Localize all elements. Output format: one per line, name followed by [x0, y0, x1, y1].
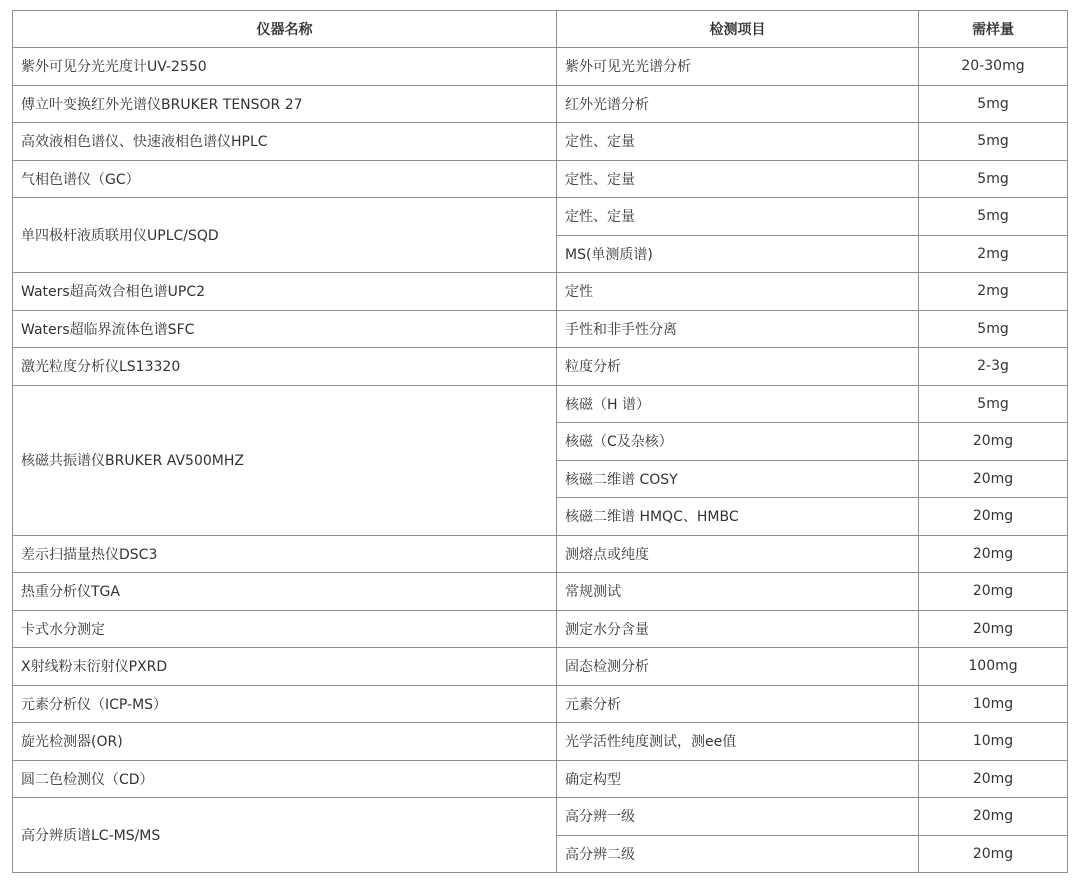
instrument-name-cell: 单四极杆液质联用仪UPLC/SQD [13, 198, 557, 273]
sample-amount-cell: 20mg [919, 760, 1068, 798]
test-item-cell: 核磁（H 谱） [557, 385, 919, 423]
table-row [13, 610, 1068, 648]
sample-amount-cell: 5mg [919, 160, 1068, 198]
sample-amount-cell: 2-3g [919, 348, 1068, 386]
table-body [13, 48, 1068, 873]
table-row [13, 573, 1068, 611]
instrument-name-cell: X射线粉末衍射仪PXRD [13, 648, 557, 686]
test-item-cell: 粒度分析 [557, 348, 919, 386]
header-test-item: 检测项目 [557, 11, 919, 48]
table-row [13, 310, 1068, 348]
test-item-cell: 高分辨二级 [557, 835, 919, 873]
test-item-cell: 红外光谱分析 [557, 85, 919, 123]
test-item-cell: 定性、定量 [557, 160, 919, 198]
table-row [13, 685, 1068, 723]
table-row [13, 385, 1068, 423]
sample-amount-cell: 5mg [919, 123, 1068, 161]
sample-amount-cell: 100mg [919, 648, 1068, 686]
sample-amount-cell: 5mg [919, 85, 1068, 123]
test-item-cell: 元素分析 [557, 685, 919, 723]
test-item-cell: 核磁（C及杂核） [557, 423, 919, 461]
instrument-name-cell: 气相色谱仪（GC） [13, 160, 557, 198]
sample-amount-cell: 20mg [919, 535, 1068, 573]
sample-amount-cell: 20mg [919, 498, 1068, 536]
test-item-cell: 常规测试 [557, 573, 919, 611]
sample-amount-cell: 5mg [919, 198, 1068, 236]
table-row [13, 160, 1068, 198]
sample-amount-cell: 10mg [919, 685, 1068, 723]
instrument-name-cell: 高分辨质谱LC-MS/MS [13, 798, 557, 873]
instrument-name-cell: Waters超临界流体色谱SFC [13, 310, 557, 348]
sample-amount-cell: 10mg [919, 723, 1068, 761]
test-item-cell: 定性、定量 [557, 198, 919, 236]
instrument-name-cell: 傅立叶变换红外光谱仪BRUKER TENSOR 27 [13, 85, 557, 123]
header-sample-amount: 需样量 [919, 11, 1068, 48]
instrument-name-cell: 元素分析仪（ICP-MS） [13, 685, 557, 723]
instrument-name-cell: 差示扫描量热仪DSC3 [13, 535, 557, 573]
test-item-cell: 定性 [557, 273, 919, 311]
instrument-name-cell: 紫外可见分光光度计UV-2550 [13, 48, 557, 86]
table-row [13, 798, 1068, 836]
table-header [13, 11, 1068, 48]
test-item-cell: 核磁二维谱 COSY [557, 460, 919, 498]
sample-amount-cell: 20mg [919, 573, 1068, 611]
sample-amount-cell: 20mg [919, 835, 1068, 873]
table-row [13, 123, 1068, 161]
test-item-cell: 测定水分含量 [557, 610, 919, 648]
sample-amount-cell: 20mg [919, 610, 1068, 648]
test-item-cell: 定性、定量 [557, 123, 919, 161]
sample-amount-cell: 2mg [919, 235, 1068, 273]
table-row [13, 48, 1068, 86]
sample-amount-cell: 20mg [919, 460, 1068, 498]
test-item-cell: 核磁二维谱 HMQC、HMBC [557, 498, 919, 536]
test-item-cell: 确定构型 [557, 760, 919, 798]
table-row [13, 648, 1068, 686]
instrument-name-cell: Waters超高效合相色谱UPC2 [13, 273, 557, 311]
instrument-name-cell: 卡式水分测定 [13, 610, 557, 648]
instrument-name-cell: 激光粒度分析仪LS13320 [13, 348, 557, 386]
table-row [13, 535, 1068, 573]
instrument-name-cell: 高效液相色谱仪、快速液相色谱仪HPLC [13, 123, 557, 161]
sample-amount-cell: 20mg [919, 798, 1068, 836]
test-item-cell: 紫外可见光光谱分析 [557, 48, 919, 86]
test-item-cell: MS(单测质谱) [557, 235, 919, 273]
test-item-cell: 光学活性纯度测试，测ee值 [557, 723, 919, 761]
table-row [13, 723, 1068, 761]
table-row [13, 348, 1068, 386]
instrument-table [12, 10, 1068, 873]
sample-amount-cell: 20-30mg [919, 48, 1068, 86]
table-row [13, 198, 1068, 236]
sample-amount-cell: 2mg [919, 273, 1068, 311]
instrument-name-cell: 核磁共振谱仪BRUKER AV500MHZ [13, 385, 557, 535]
instrument-name-cell: 旋光检测器(OR) [13, 723, 557, 761]
test-item-cell: 测熔点或纯度 [557, 535, 919, 573]
instrument-name-cell: 圆二色检测仪（CD） [13, 760, 557, 798]
test-item-cell: 固态检测分析 [557, 648, 919, 686]
sample-amount-cell: 5mg [919, 310, 1068, 348]
instrument-name-cell: 热重分析仪TGA [13, 573, 557, 611]
sample-amount-cell: 20mg [919, 423, 1068, 461]
table-row [13, 273, 1068, 311]
table-row [13, 760, 1068, 798]
header-row [13, 11, 1068, 48]
sample-amount-cell: 5mg [919, 385, 1068, 423]
test-item-cell: 高分辨一级 [557, 798, 919, 836]
test-item-cell: 手性和非手性分离 [557, 310, 919, 348]
table-row [13, 85, 1068, 123]
header-instrument-name: 仪器名称 [13, 11, 557, 48]
